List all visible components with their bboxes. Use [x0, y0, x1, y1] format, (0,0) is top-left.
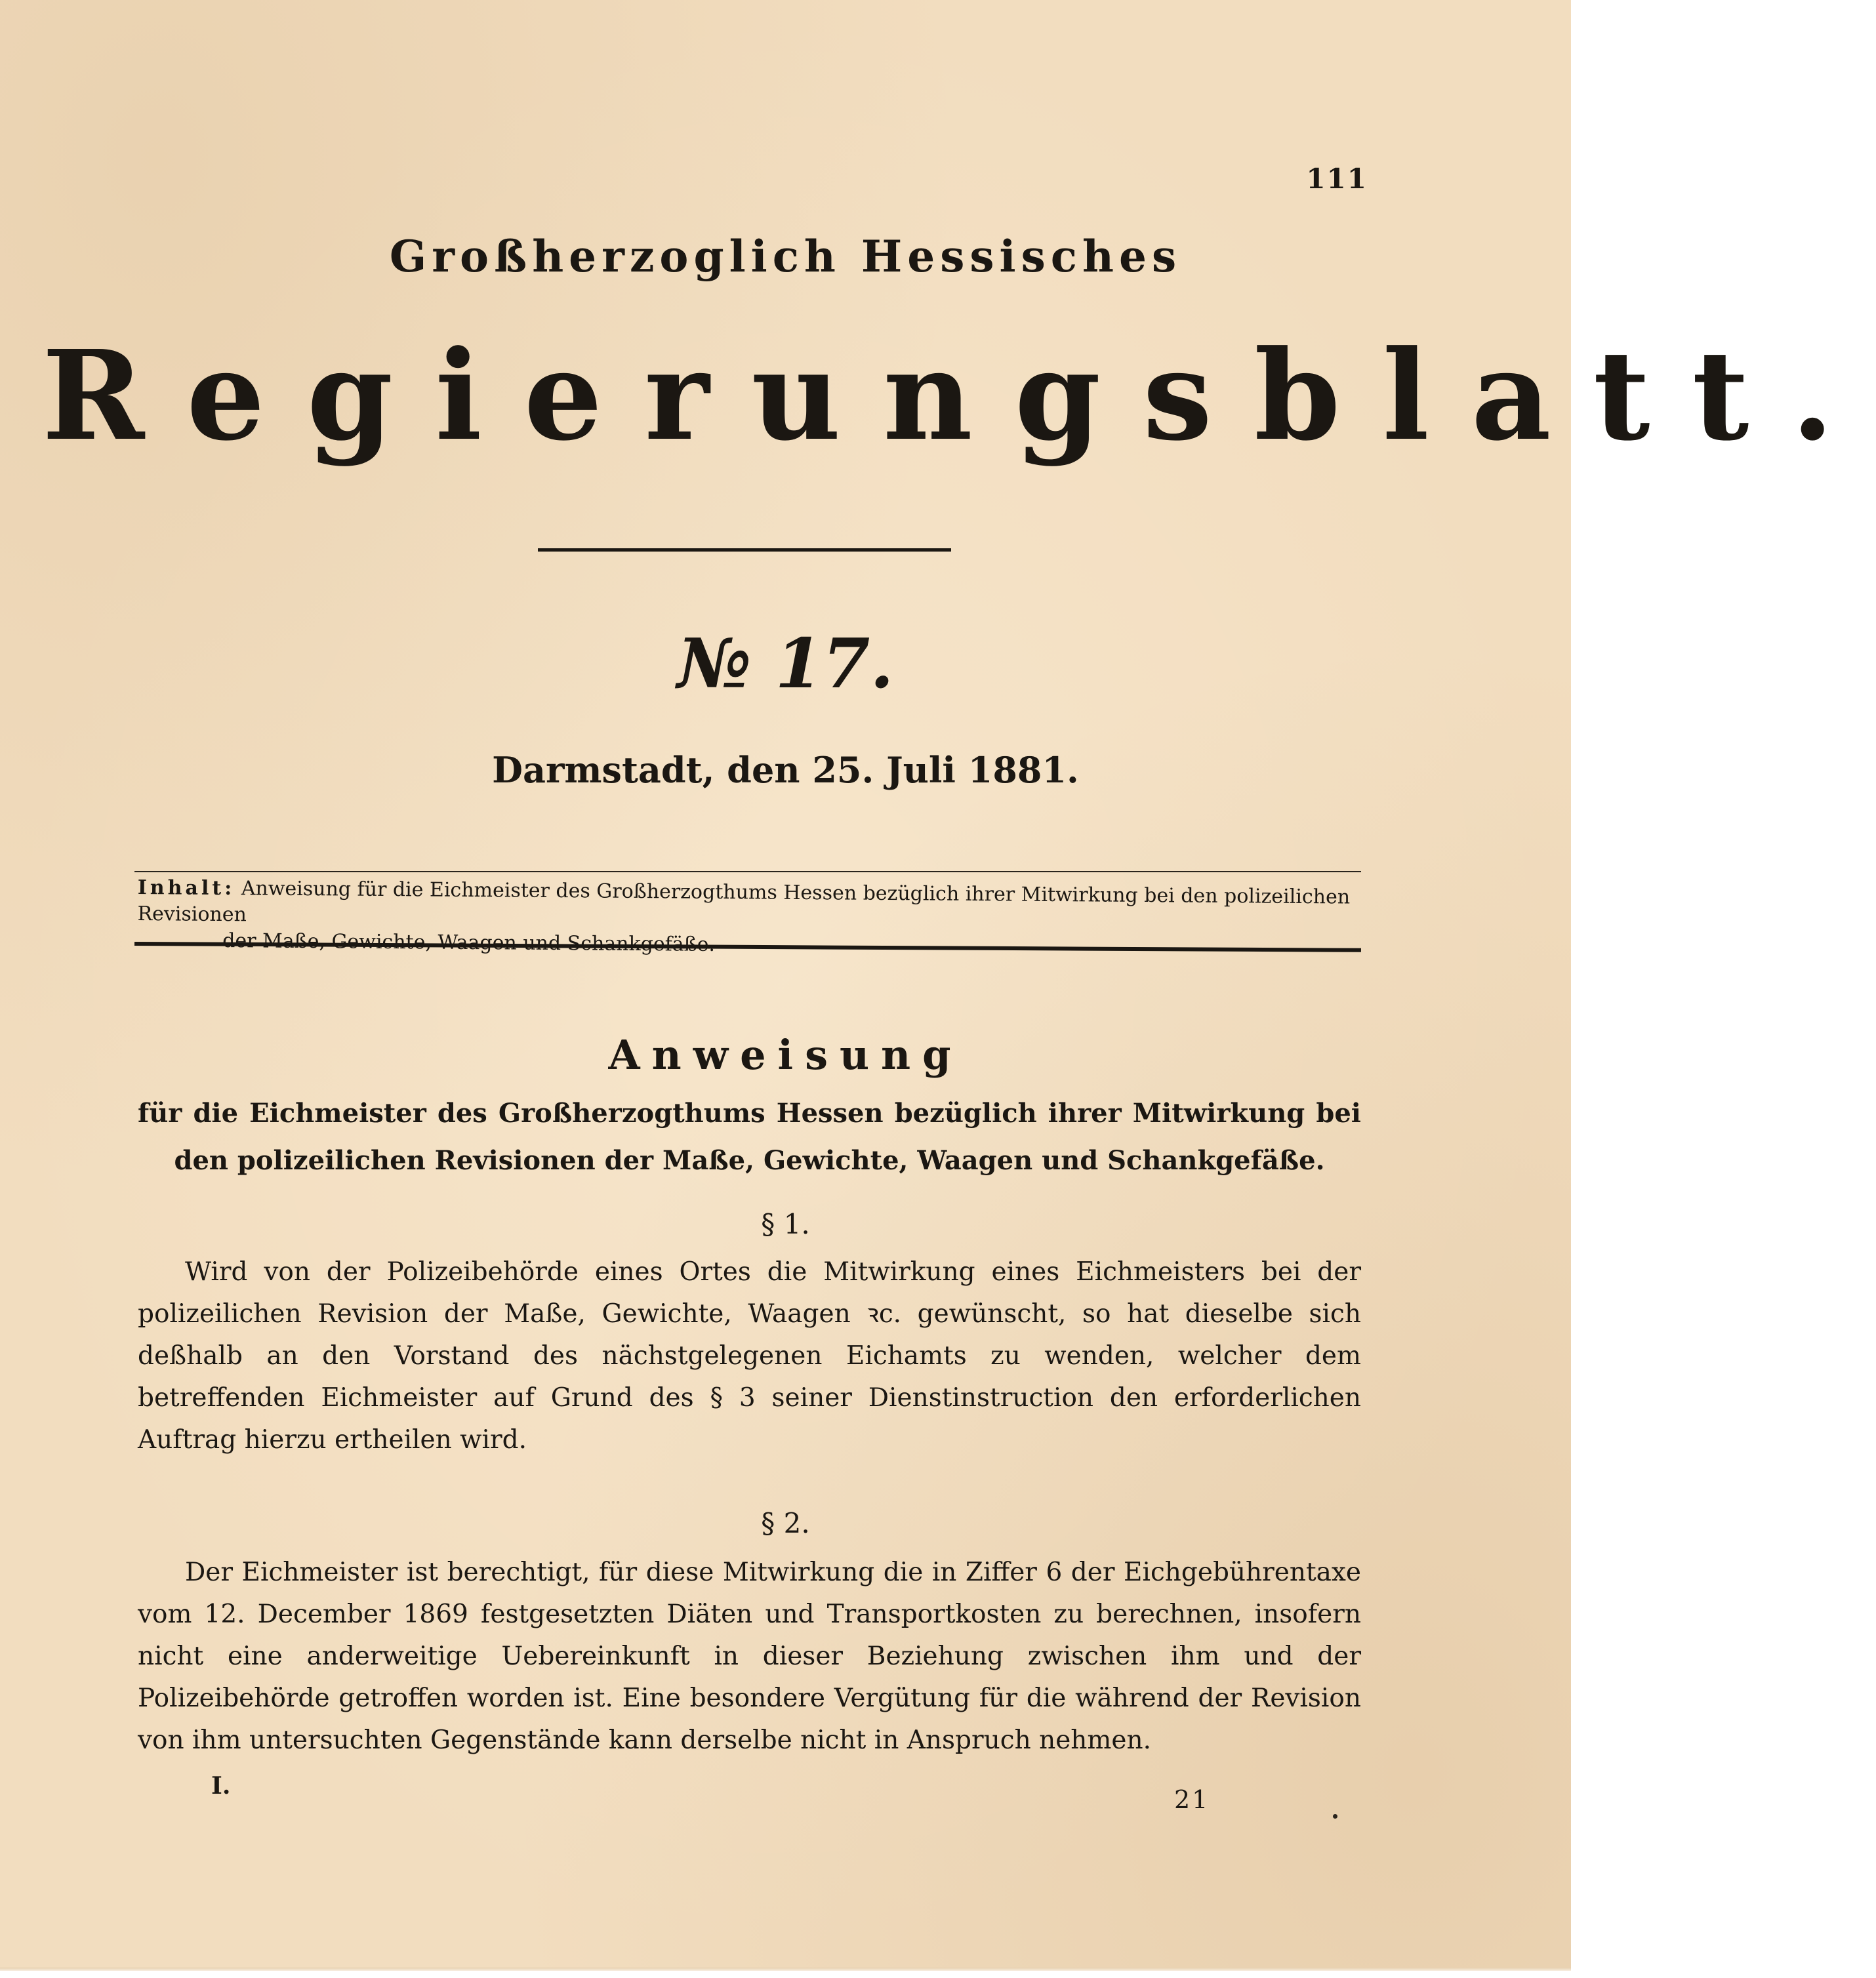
section-2-mark: § 2.: [761, 1507, 810, 1539]
contents-label: Inhalt:: [137, 876, 235, 900]
issue-date: Darmstadt, den 25. Juli 1881.: [492, 749, 1079, 791]
document-subheading: für die Eichmeister des Großherzogthums Hessen bezüglich ihrer Mitwirkung bei den polizeilichen Revisionen der Maße, Gewichte, Waagen und Schankgefäße.: [138, 1098, 1361, 1176]
sheet-number: 21: [1174, 1785, 1210, 1814]
page-edge: [0, 1968, 1571, 1971]
masthead-divider: [538, 548, 951, 552]
masthead-title: Regierungsblatt.: [42, 323, 1876, 468]
signature-mark: I.: [211, 1772, 231, 1800]
section-1-text: Wird von der Polizeibehörde eines Ortes die Mitwirkung eines Eichmeisters bei der polizeilichen Revision der Maße, Gewichte, Waagen ꝛc. gewünscht, so hat dieselbe sich deßhalb an den Vorstand des nächstgelegenen Eichamts zu wenden, welcher dem betreffenden Eichmeister auf Grund des § 3 seiner Dienstinstruction den erforderlichen Auftrag hierzu ertheilen wird.: [138, 1257, 1361, 1455]
section-1-mark: § 1.: [761, 1208, 810, 1240]
document-heading: Anweisung: [608, 1031, 963, 1079]
contents-top-rule: [134, 871, 1361, 872]
ink-speck: [1333, 1814, 1337, 1819]
contents-line-2: der Maße, Gewichte, Waagen und Schankgefäße.: [222, 929, 716, 956]
section-2-text: Der Eichmeister ist berechtigt, für diese Mitwirkung die in Ziffer 6 der Eichgebührentaxe vom 12. December 1869 festgesetzten Diäten und Transportkosten zu berechnen, insofern nicht eine anderweitige Uebereinkunft in dieser Beziehung zwischen ihm und der Polizeibehörde getroffen worden ist. Eine besondere Vergütung für die während der Revision von ihm untersuchten Gegenstände kann derselbe nicht in Anspruch nehmen.: [138, 1558, 1361, 1755]
issue-number: № 17.: [677, 623, 894, 704]
masthead-subtitle: Großherzoglich Hessisches: [389, 231, 1182, 282]
page-number: 111: [1306, 163, 1368, 195]
contents-line-1: Anweisung für die Eichmeister des Großherzogthums Hessen bezüglich ihrer Mitwirkung bei den polizeilichen Revisionen: [137, 877, 1351, 927]
